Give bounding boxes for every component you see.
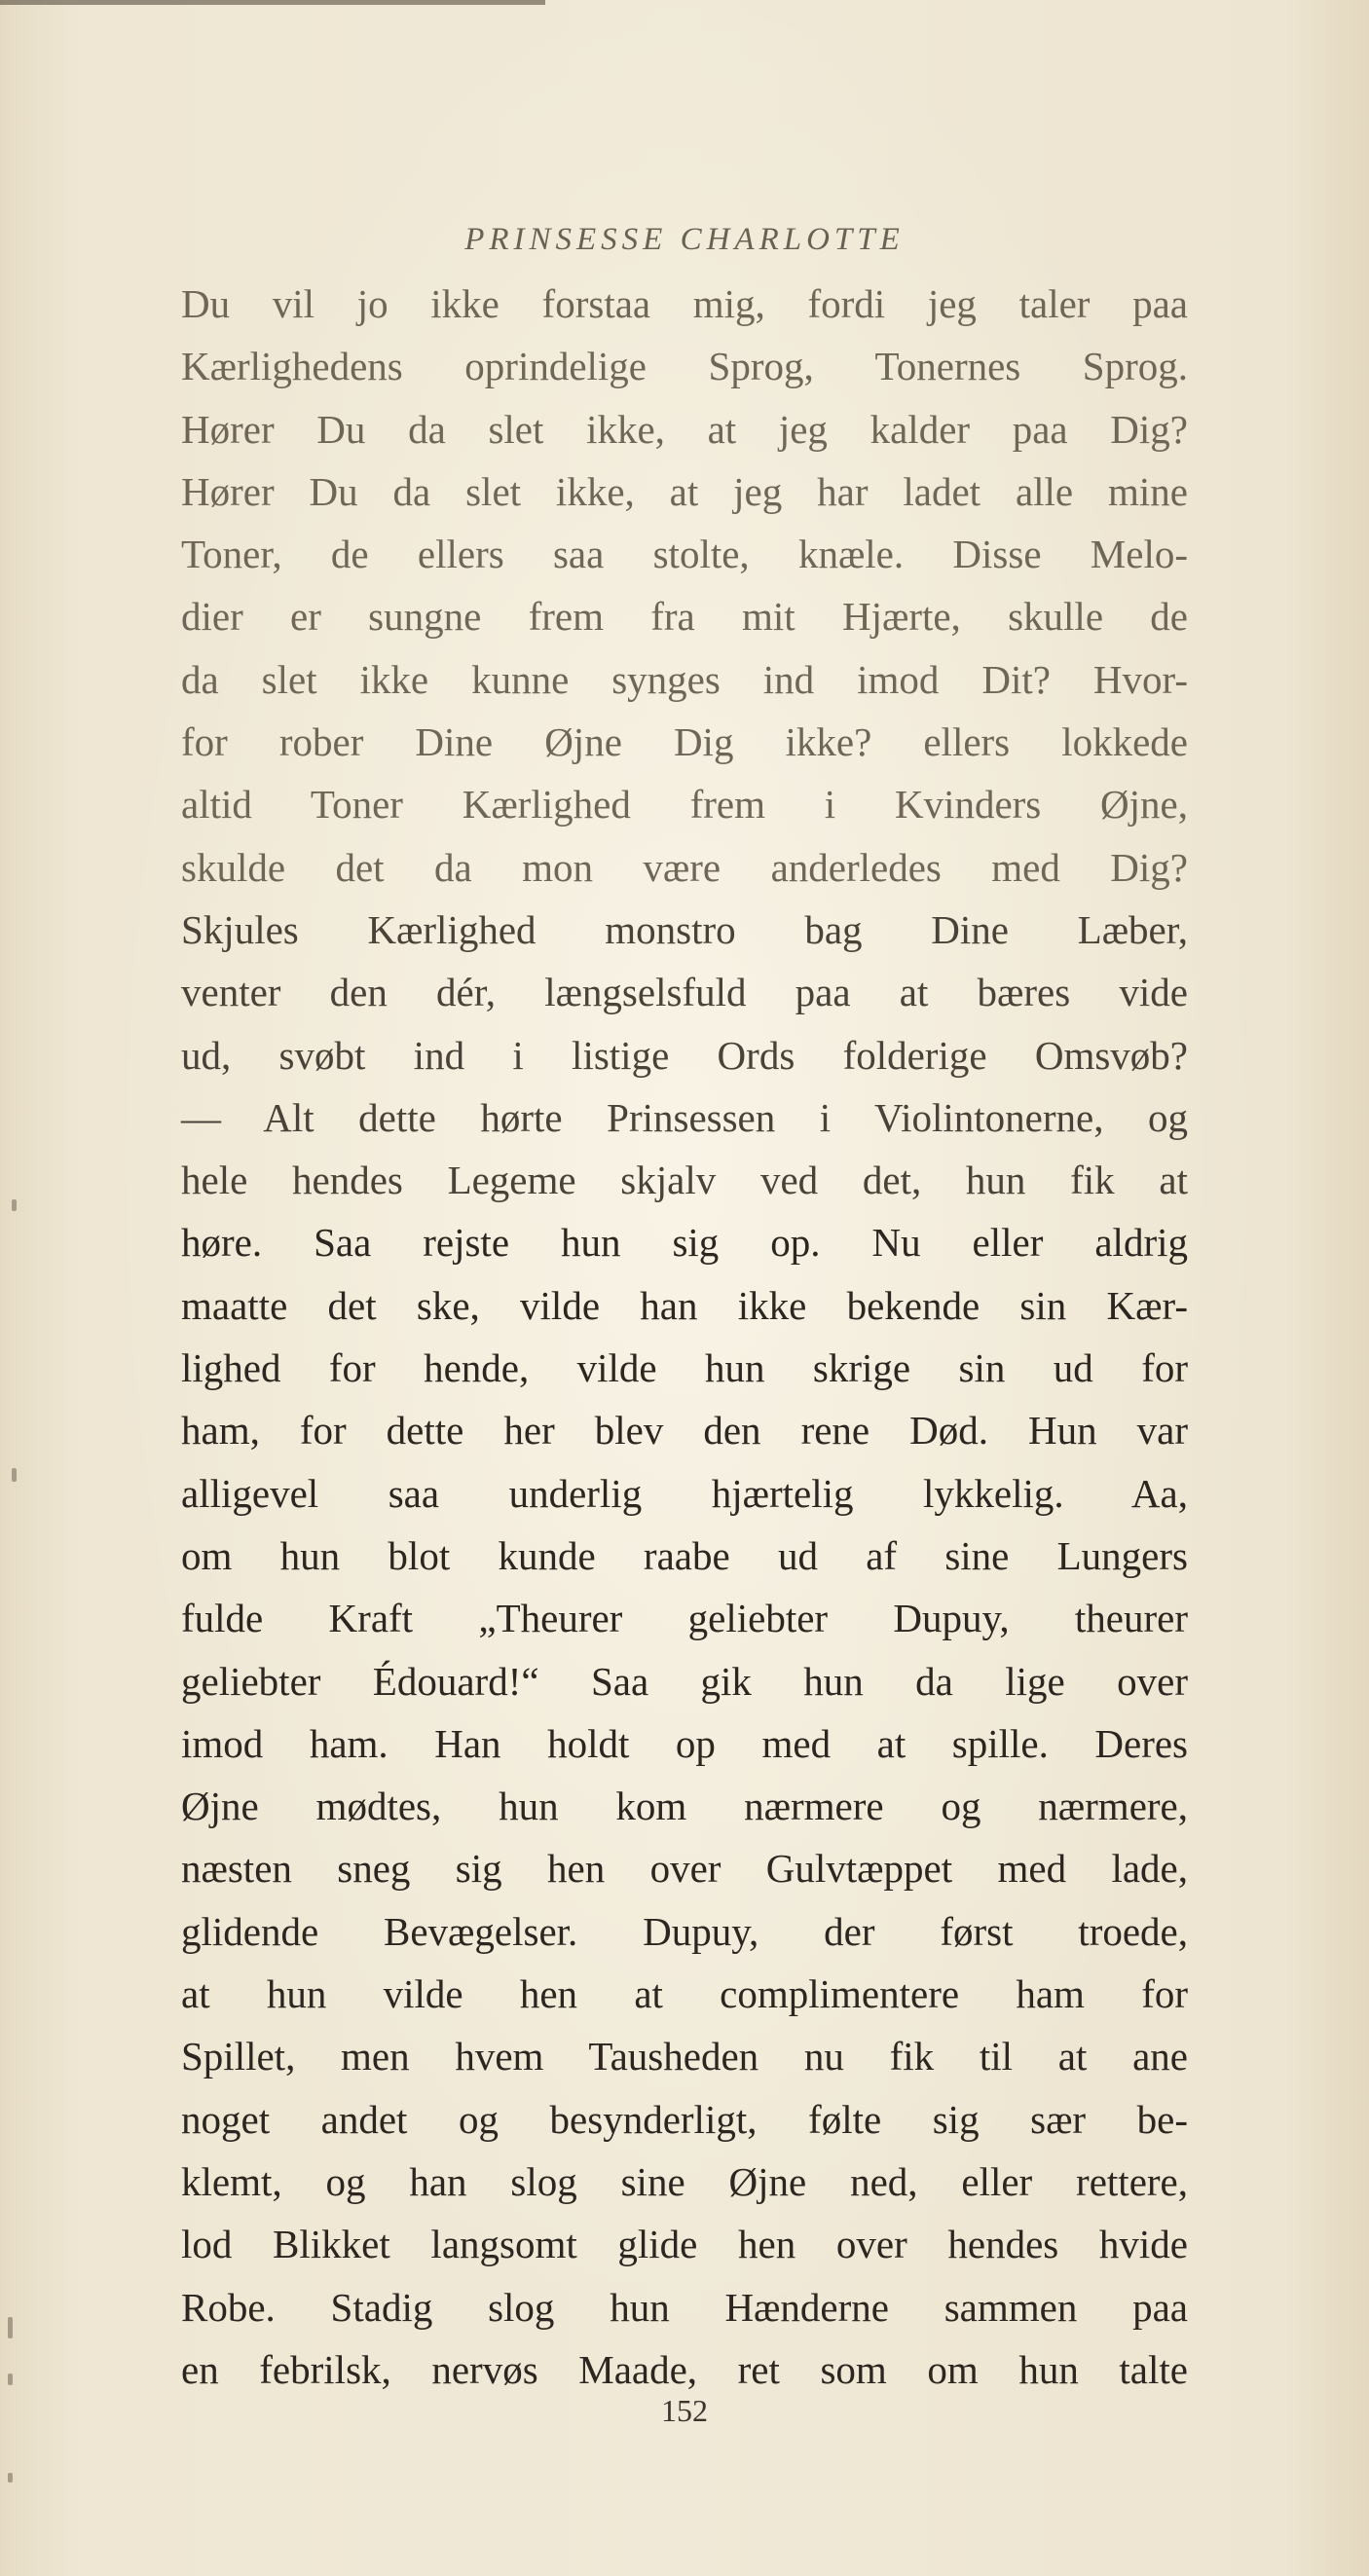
text-line: geliebter Édouard!“ Saa gik hun da lige over — [181, 1658, 1188, 1704]
text-line: Robe. Stadig slog hun Hænderne sammen paa — [181, 2284, 1188, 2330]
running-head: PRINSESSE CHARLOTTE — [464, 222, 905, 257]
text-line: Hører Du da slet ikke, at jeg har ladet alle mine — [181, 468, 1188, 514]
margin-speck — [12, 1468, 17, 1482]
text-line: en febrilsk, nervøs Maade, ret som om hun talte — [181, 2346, 1188, 2392]
text-line: skulde det da mon være anderledes med Dig? — [181, 844, 1188, 890]
text-line: venter den dér, længselsfuld paa at bæres vide — [181, 970, 1188, 1015]
margin-speck — [8, 2317, 13, 2338]
text-line: noget andet og besynderligt, følte sig sær be- — [181, 2096, 1188, 2142]
text-line: imod ham. Han holdt op med at spille. Deres — [181, 1720, 1188, 1766]
text-line: lighed for hende, vilde hun skrige sin ud for — [181, 1345, 1188, 1391]
margin-speck — [8, 2473, 13, 2483]
text-line: lod Blikket langsomt glide hen over hendes hvide — [181, 2222, 1188, 2267]
text-line: næsten sneg sig hen over Gulvtæppet med lade, — [181, 1846, 1188, 1892]
text-line: altid Toner Kærlighed frem i Kvinders Øjne, — [181, 782, 1188, 828]
text-line: maatte det ske, vilde han ikke bekende sin Kær- — [181, 1282, 1188, 1328]
text-line: ham, for dette her blev den rene Død. Hun var — [181, 1408, 1188, 1454]
text-line: Spillet, men hvem Tausheden nu fik til at ane — [181, 2034, 1188, 2079]
text-line: da slet ikke kunne synges ind imod Dit? Hvor- — [181, 656, 1188, 702]
text-line: alligevel saa underlig hjærtelig lykkelig. Aa, — [181, 1470, 1188, 1516]
top-edge-rule — [0, 0, 545, 5]
text-line: Toner, de ellers saa stolte, knæle. Disse Melo- — [181, 532, 1188, 577]
text-line: klemt, og han slog sine Øjne ned, eller rettere, — [181, 2158, 1188, 2204]
text-line: høre. Saa rejste hun sig op. Nu eller aldrig — [181, 1220, 1188, 1266]
body-text — [181, 273, 1188, 2401]
text-line: dier er sungne frem fra mit Hjærte, skulle de — [181, 594, 1188, 640]
text-line: om hun blot kunde raabe ud af sine Lungers — [181, 1532, 1188, 1578]
margin-speck — [8, 2374, 13, 2385]
text-line: at hun vilde hen at complimentere ham for — [181, 1971, 1188, 2017]
text-line: Du vil jo ikke forstaa mig, fordi jeg taler paa — [181, 281, 1188, 326]
text-line: ud, svøbt ind i listige Ords folderige Omsvøb? — [181, 1032, 1188, 1078]
page-number: 152 — [661, 2393, 708, 2428]
margin-speck — [12, 1199, 17, 1211]
text-line: Øjne mødtes, hun kom nærmere og nærmere, — [181, 1784, 1188, 1829]
text-line: fulde Kraft „Theurer geliebter Dupuy, theurer — [181, 1596, 1188, 1641]
text-line: glidende Bevægelser. Dupuy, der først troede, — [181, 1908, 1188, 1954]
text-line: Skjules Kærlighed monstro bag Dine Læber, — [181, 906, 1188, 952]
text-line: Hører Du da slet ikke, at jeg kalder paa Dig? — [181, 406, 1188, 452]
text-line: hele hendes Legeme skjalv ved det, hun fik at — [181, 1158, 1188, 1203]
text-line: for rober Dine Øjne Dig ikke? ellers lokkede — [181, 719, 1188, 765]
text-line: Kærlighedens oprindelige Sprog, Tonernes Sprog. — [181, 344, 1188, 389]
text-line: — Alt dette hørte Prinsessen i Violintonerne, og — [181, 1094, 1188, 1140]
